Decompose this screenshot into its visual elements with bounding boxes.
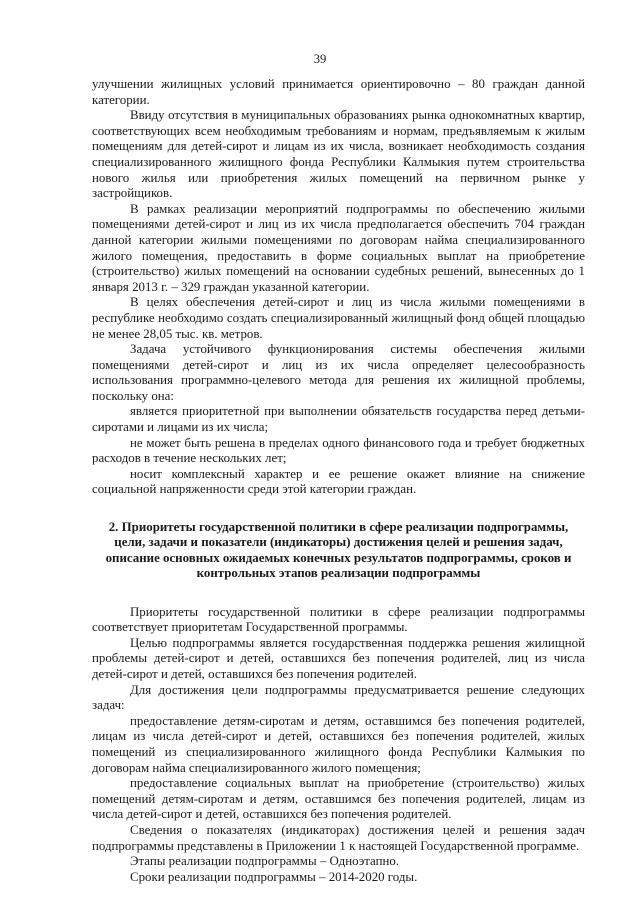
list-item-paragraph: является приоритетной при выполнении обязательств государства перед детьми-сиротами и лицами из их числа; xyxy=(92,404,585,435)
paragraph: Задача устойчивого функционирования системы обеспечения жилыми помещениями детей-сирот и лиц из их числа определяет целесообразность использования программно-целевого метода для решения их жилищной проблемы, поскольку она: xyxy=(92,342,585,403)
paragraph: В целях обеспечения детей-сирот и лиц из числа жилыми помещениями в республике необходимо создать специализированный жилищный фонд общей площадью не менее 28,05 тыс. кв. метров. xyxy=(92,295,585,341)
section-heading: 2. Приоритеты государственной политики в сфере реализации подпрограммы, цели, задачи и показатели (индикаторы) достижения целей и решения задач, описание основных ожидаемых конечных результатов подпрограммы, сроков и контрольных этапов реализации подпрограммы xyxy=(105,520,572,581)
page-number: 39 xyxy=(313,52,327,66)
paragraph: Целью подпрограммы является государственная поддержка решения жилищной проблемы детей-сирот и детей, оставшихся без попечения родителей, лиц из числа детей-сирот и детей, оставшихся без попечения родителей. xyxy=(92,635,585,682)
list-item-paragraph: носит комплексный характер и ее решение окажет влияние на снижение социальной напряженности среди этой категории граждан. xyxy=(92,466,585,497)
paragraph-continuation: улучшении жилищных условий принимается ориентировочно – 80 граждан данной категории. xyxy=(92,77,585,107)
paragraph: Этапы реализации подпрограммы – Одноэтапно. xyxy=(130,854,400,869)
paragraph: Сведения о показателях (индикаторах) достижения целей и решения задач подпрограммы представлены в Приложении 1 к настоящей Государственной программе. xyxy=(92,822,585,853)
list-item-paragraph: не может быть решена в пределах одного финансового года и требует бюджетных расходов в течение нескольких лет; xyxy=(92,435,585,466)
paragraph: Сроки реализации подпрограммы – 2014-2020 годы. xyxy=(130,869,418,884)
document-body xyxy=(92,77,585,885)
paragraph: Для достижения цели подпрограммы предусматривается решение следующих задач: xyxy=(92,682,585,713)
list-item-paragraph: предоставление социальных выплат на приобретение (строительство) жилых помещений детям-сиротам и детям, оставшимся без попечения родителей, лицам из числа детей-сирот и детей, оставшихся без попечения родителей. xyxy=(92,776,585,822)
paragraph: В рамках реализации мероприятий подпрограммы по обеспечению жилыми помещениями детей-сирот и лиц из их числа предполагается обеспечить 704 граждан данной категории жилыми помещениями по договорам найма специализированного жилого помещения, предоставить в форме социальных выплат на приобретение (строительство) жилых помещений на основании судебных решений, вынесенных до 1 января 2013 г. – 329 граждан указанной категории. xyxy=(92,201,585,294)
paragraph: Приоритеты государственной политики в сфере реализации подпрограммы соответствует приоритетам Государственной программы. xyxy=(92,604,585,635)
paragraph: Ввиду отсутствия в муниципальных образованиях рынка однокомнатных квартир, соответствующих всем необходимым требованиям и нормам, предъявляемым к жилым помещениям для детей-сирот и лицам из их числа, возникает необходимость создания специализированного жилищного фонда Республики Калмыкия путем строительства нового жилья или приобретения жилых помещений на первичном рынке у застройщиков. xyxy=(92,108,585,201)
list-item-paragraph: предоставление детям-сиротам и детям, оставшимся без попечения родителей, лицам из числа детей-сирот и детей, оставшихся без попечения родителей, жилых помещений из специализированного жилищного фонда Республики Калмыкия по договорам найма специализированного жилого помещения; xyxy=(92,713,585,775)
